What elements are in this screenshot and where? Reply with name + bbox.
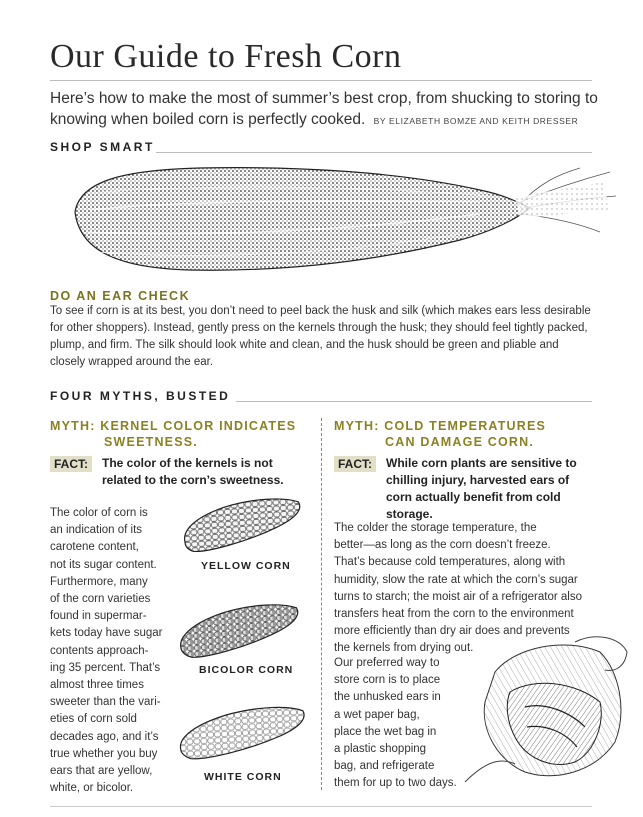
right-body-line: transfers heat from the corn to the environment <box>334 608 574 621</box>
right-body-line: the kernels from drying out. <box>334 642 474 655</box>
left-body-line: almost three times <box>50 679 144 692</box>
fact-right <box>334 455 604 521</box>
title-rule <box>50 80 592 81</box>
right-body-line: them for up to two days. <box>334 777 457 790</box>
ear-check-text: To see if corn is at its best, you don’t need to peel back the husk and silk (which makes ears less desirable for other shoppers). Instead, gently press on the kernels through the husk; they should feel tightly packed, plump, and firm. The silk should look white and clean, and the husk should be green and pliable and closely wrapped around the ear. <box>50 305 591 368</box>
left-body-line: not its sugar content. <box>50 558 157 571</box>
fact-right-label: FACT: <box>334 456 376 472</box>
shop-smart-heading: SHOP SMART <box>50 140 155 154</box>
fact-left <box>50 455 320 487</box>
right-body-line: That’s because cold temperatures, along with <box>334 556 566 569</box>
bottom-rule <box>50 806 592 807</box>
bicolor-corn-label: BICOLOR CORN <box>199 664 294 676</box>
left-body-line: kets today have sugar <box>50 627 163 640</box>
yellow-corn-illustration <box>176 496 306 556</box>
myth-left-line2: SWEETNESS. <box>104 435 198 449</box>
right-body-line: place the wet bag in <box>334 725 437 738</box>
left-body-line: carotene content, <box>50 541 139 554</box>
left-body-line: an indication of its <box>50 524 143 537</box>
left-body-line: ears that are yellow, <box>50 765 153 778</box>
corn-husk-illustration <box>60 162 620 282</box>
ear-check-heading: DO AN EAR CHECK <box>50 289 191 303</box>
left-body-line: sweeter than the vari- <box>50 696 161 709</box>
myth-right-line1: MYTH: COLD TEMPERATURES <box>334 419 547 433</box>
fact-right-text: While corn plants are sensitive to chilling injury, harvested ears of corn actually benefit from cold storage. <box>386 456 577 521</box>
left-body-line: found in supermar- <box>50 610 147 623</box>
right-body-line: store corn is to place <box>334 674 441 687</box>
left-body-line: decades ago, and it’s <box>50 730 159 743</box>
shop-smart-rule <box>156 152 592 153</box>
myth-left-line1: MYTH: KERNEL COLOR INDICATES <box>50 419 297 433</box>
page-title: Our Guide to Fresh Corn <box>50 38 402 75</box>
right-body-line: humidity, slow the rate at which the corn’s sugar <box>334 573 578 586</box>
left-body-line: true whether you buy <box>50 747 158 760</box>
right-body-line: a plastic shopping <box>334 743 427 756</box>
right-body-line: Our preferred way to <box>334 657 440 669</box>
byline: BY ELIZABETH BOMZE AND KEITH DRESSER <box>373 116 579 126</box>
fact-left-text: The color of the kernels is not related to the corn’s sweetness. <box>102 456 284 487</box>
myths-rule <box>236 401 592 402</box>
yellow-corn-label: YELLOW CORN <box>201 560 291 572</box>
right-body-line: better—as long as the corn doesn’t freeze. <box>334 539 551 552</box>
fact-left-label: FACT: <box>50 456 92 472</box>
corn-in-bag-illustration <box>455 632 630 792</box>
white-corn-label: WHITE CORN <box>204 771 282 783</box>
left-body-line: contents approach- <box>50 644 149 657</box>
left-body-line: ing 35 percent. That’s <box>50 661 161 674</box>
myth-right-line2: CAN DAMAGE CORN. <box>385 435 535 449</box>
myths-heading: FOUR MYTHS, BUSTED <box>50 389 231 403</box>
left-body <box>50 505 185 797</box>
intro-paragraph <box>50 88 610 132</box>
right-body-line: The colder the storage temperature, the <box>334 522 537 534</box>
left-body-line: of the corn varieties <box>50 593 151 606</box>
column-divider <box>321 418 322 790</box>
right-body-line: turns to starch; the moist air of a refrigerator also <box>334 590 582 603</box>
left-body-line: white, or bicolor. <box>50 782 134 795</box>
left-body-line: eties of corn sold <box>50 713 137 726</box>
white-corn-illustration <box>172 700 314 766</box>
left-body-line: The color of corn is <box>50 507 148 519</box>
intro-text: Here’s how to make the most of summer’s best crop, from shucking to storing to knowing when boiled corn is perfectly cooked. <box>50 90 598 128</box>
right-body-line: more efficiently than dry air does and prevents <box>334 625 570 638</box>
right-body-line: a wet paper bag, <box>334 708 420 721</box>
right-body-line: bag, and refrigerate <box>334 760 435 773</box>
bicolor-corn-illustration <box>172 600 307 664</box>
left-body-line: Furthermore, many <box>50 575 148 588</box>
myth-left <box>50 418 320 450</box>
myth-right <box>334 418 604 450</box>
right-body-line: the unhusked ears in <box>334 691 441 704</box>
